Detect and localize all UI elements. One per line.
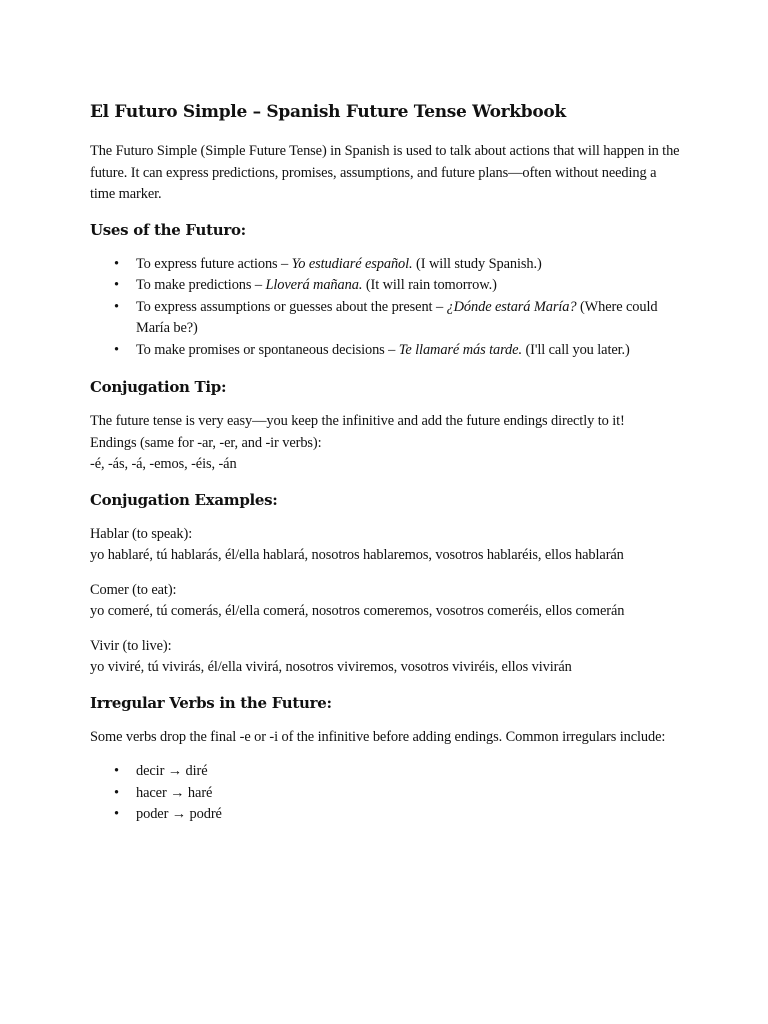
- irregular-verbs-list: [90, 761, 682, 826]
- irregular-verb-item: • poder → podré: [136, 804, 682, 826]
- document-page: [90, 100, 682, 841]
- verb-forms: yo hablaré, tú hablarás, él/ella hablará, nosotros hablaremos, vosotros hablaréis, ellos hablarán: [90, 547, 624, 563]
- verb-example: [90, 524, 682, 567]
- uses-list-item: • To express future actions – Yo estudiaré español. (I will study Spanish.): [136, 254, 682, 276]
- endings-list: -é, -ás, -á, -emos, -éis, -án: [90, 456, 237, 472]
- irregular-verbs-heading: Irregular Verbs in the Future:: [90, 693, 332, 712]
- uses-list-item: • To make predictions – Lloverá mañana. (It will rain tomorrow.): [136, 275, 682, 297]
- irregular-verbs-text: Some verbs drop the final -e or -i of the infinitive before adding endings. Common irregulars include:: [90, 728, 666, 745]
- uses-list: [90, 254, 682, 362]
- irregular-verb-item: • hacer → haré: [136, 783, 682, 805]
- endings-label: Endings (same for -ar, -er, and -ir verbs):: [90, 434, 322, 451]
- verb-forms: yo comeré, tú comerás, él/ella comerá, nosotros comeremos, vosotros comeréis, ellos comerán: [90, 603, 625, 619]
- conjugation-examples-heading: Conjugation Examples:: [90, 490, 278, 509]
- conjugation-tip-text: The future tense is very easy—you keep the infinitive and add the future endings directly to it!: [90, 413, 625, 429]
- verb-example: [90, 636, 682, 679]
- document-title: El Futuro Simple – Spanish Future Tense Workbook: [90, 102, 566, 122]
- verb-forms: yo viviré, tú vivirás, él/ella vivirá, nosotros viviremos, vosotros viviréis, ellos vivirán: [90, 659, 572, 675]
- example-sentence: Yo estudiaré español.: [291, 255, 413, 272]
- uses-heading: Uses of the Futuro:: [90, 220, 246, 239]
- verb-example: [90, 580, 682, 623]
- conjugation-tip-heading: Conjugation Tip:: [90, 378, 227, 396]
- verb-label: Hablar (to speak):: [90, 525, 193, 542]
- irregular-verb-item: • decir → diré: [136, 761, 682, 783]
- example-sentence: ¿Dónde estará María?: [446, 298, 577, 315]
- uses-list-item: • To express assumptions or guesses about the present – ¿Dónde estará María? (Where could María be?): [136, 297, 682, 340]
- verb-label: Comer (to eat):: [90, 581, 177, 598]
- intro-paragraph: The Futuro Simple (Simple Future Tense) in Spanish is used to talk about actions that will happen in the future. It can express predictions, promises, assumptions, and future plans—often without needing a time marker.: [90, 143, 680, 202]
- example-sentence: Te llamaré más tarde.: [398, 341, 522, 358]
- example-sentence: Lloverá mañana.: [265, 277, 363, 293]
- uses-list-item: • To make promises or spontaneous decisions – Te llamaré más tarde. (I'll call you later.): [136, 340, 682, 362]
- verb-label: Vivir (to live):: [90, 637, 172, 654]
